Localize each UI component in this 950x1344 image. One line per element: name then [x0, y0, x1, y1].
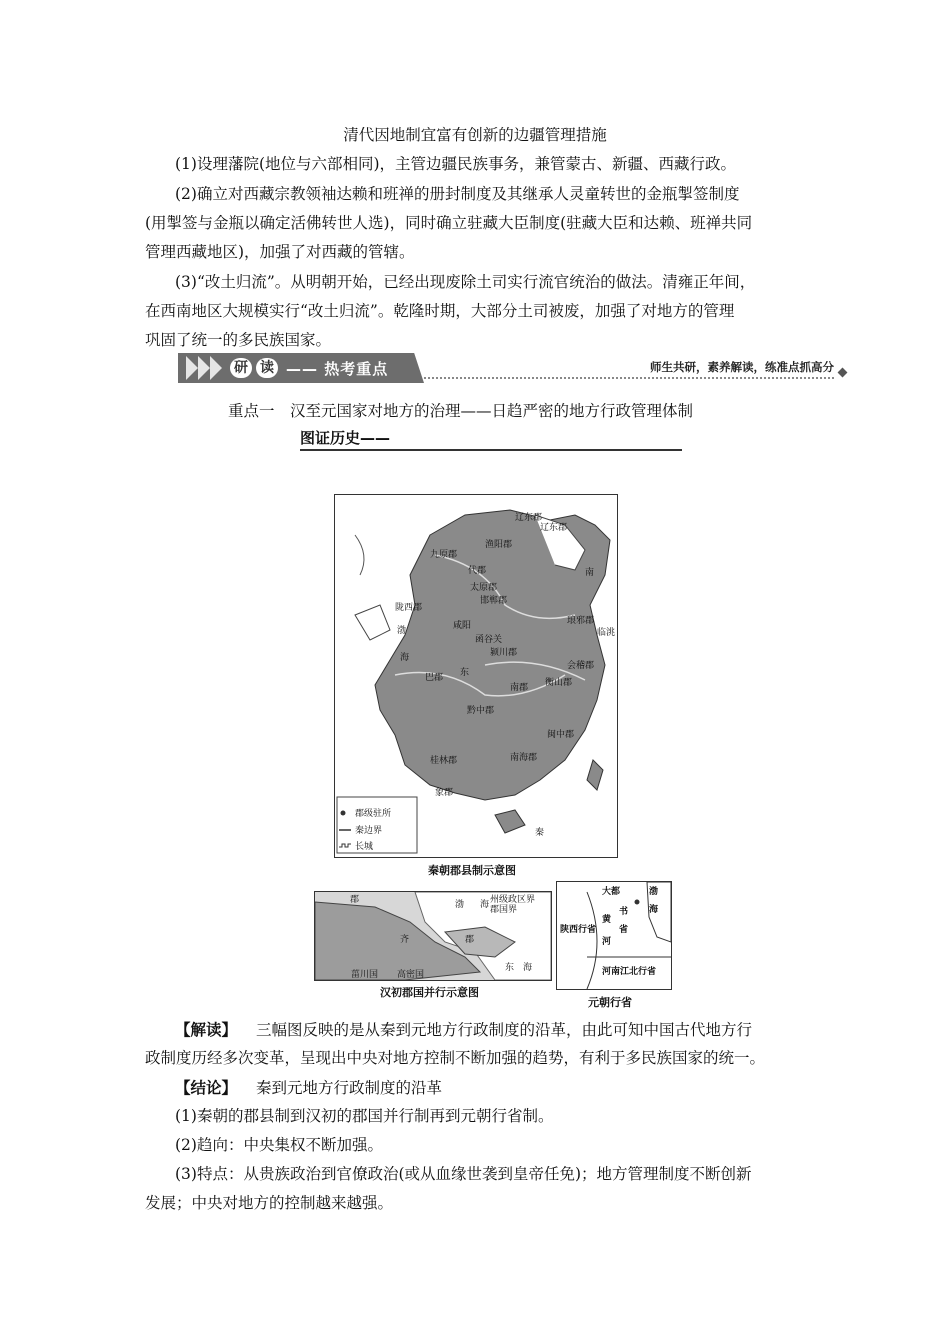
qin-legend-1: 郡级驻所	[355, 809, 392, 819]
reading-line-1: 三幅图反映的是从秦到元地方行政制度的沿革，由此可知中国古代地方行	[255, 1021, 752, 1039]
subheading	[300, 427, 682, 451]
qin-map-label: 太原郡	[470, 583, 498, 593]
yuan-map-label: 渤	[649, 887, 659, 897]
paragraph-2-line-3: 管理西藏地区)，加强了对西藏的管辖。	[145, 243, 415, 261]
reading-head: 【解读】	[175, 1020, 238, 1039]
qin-map-graphic	[335, 495, 617, 857]
qin-map	[334, 494, 618, 858]
qin-map-label: 南海郡	[510, 753, 538, 763]
paragraph-3-line-2: 在西南地区大规模实行“改土归流”。乾隆时期，大部分土司被废，加强了对地方的管理	[145, 302, 735, 320]
paragraph-2-line-2: (用掣签与金瓶以确定活佛转世人选)，同时确立驻藏大臣制度(驻藏大臣和达赖、班禅共同	[145, 214, 753, 232]
qin-map-label: 闽中郡	[547, 730, 575, 740]
qin-map-label: 会稽郡	[567, 661, 595, 671]
qin-map-label: 陇西郡	[395, 603, 423, 613]
han-map-label: 菑川国	[351, 970, 379, 980]
paragraph-2-line-1: (2)确立对西藏宗教领袖达赖和班禅的册封制度及其继承人灵童转世的金瓶掣签制度	[175, 185, 740, 203]
yuan-map	[556, 881, 672, 990]
qin-map-label: 南郡	[510, 683, 529, 693]
qin-map-label: 代郡	[468, 566, 487, 576]
chevron-icon	[198, 356, 210, 380]
chevron-icon	[186, 356, 198, 380]
qin-map-label: 象郡	[435, 788, 454, 798]
yuan-map-caption: 元朝行省	[588, 996, 632, 1009]
qin-map-label: 南	[585, 568, 595, 578]
han-map-label: 郡	[350, 895, 360, 905]
chevron-icon	[210, 356, 222, 380]
qin-map-label: 函谷关	[475, 635, 503, 645]
yuan-map-label: 陕西行省	[560, 925, 597, 935]
banner-badge-2: 读	[256, 358, 278, 378]
qin-map-label: 海	[400, 653, 410, 663]
han-legend-2: 郡国界	[490, 905, 518, 915]
banner-dotted-line	[424, 377, 834, 379]
conclusion-item-2: (2)趋向：中央集权不断加强。	[175, 1136, 383, 1154]
yuan-map-graphic	[557, 882, 671, 989]
conclusion-item-3-line-2: 发展；中央对地方的控制越来越强。	[145, 1194, 394, 1212]
han-map-label: 齐	[400, 935, 410, 945]
banner-slogan: 师生共研，素养解读，练准点抓高分	[650, 360, 834, 374]
han-map	[314, 891, 552, 981]
diamond-icon	[838, 368, 848, 378]
paragraph-1: (1)设理藩院(地位与六部相同)，主管边疆民族事务，兼管蒙古、新疆、西藏行政。	[175, 155, 737, 173]
yuan-map-label: 海	[649, 905, 659, 915]
reading-block	[175, 1015, 752, 1045]
qin-map-label: 邯郸郡	[480, 596, 508, 606]
qin-map-label: 临洮	[597, 628, 616, 638]
conclusion-item-1: (1)秦朝的郡县制到汉初的郡国并行制再到元朝行省制。	[175, 1107, 554, 1125]
section-title: 清代因地制宜富有创新的边疆管理措施	[343, 126, 607, 144]
qin-map-label: 辽东郡	[515, 513, 543, 523]
paragraph-3-line-1: (3)“改土归流”。从明朝开始，已经出现废除土司实行流官统治的做法。清雍正年间，	[175, 273, 756, 291]
qin-map-label: 琅邪郡	[567, 616, 595, 626]
han-map-label: 郡	[465, 935, 475, 945]
yuan-map-label: 省	[619, 925, 629, 935]
han-map-caption: 汉初郡国并行示意图	[380, 986, 479, 999]
qin-map-label: 九原郡	[430, 550, 458, 560]
yuan-map-label: 大都	[602, 887, 621, 897]
yuan-map-label: 黄	[602, 915, 612, 925]
yuan-map-label: 河南江北行省	[602, 967, 657, 977]
qin-map-label: 颍川郡	[490, 648, 518, 658]
banner-title: —— 热考重点	[286, 360, 389, 378]
yuan-map-label: 河	[602, 937, 612, 947]
qin-map-label: 桂林郡	[430, 756, 458, 766]
han-map-label: 海	[480, 900, 490, 910]
qin-legend-3: 长城	[355, 842, 374, 852]
subheading-text: 图证历史——	[300, 429, 391, 447]
han-legend-1: 州级政区界	[490, 895, 536, 905]
paragraph-3-line-3: 巩固了统一的多民族国家。	[145, 331, 332, 349]
reading-line-2: 政制度历经多次变革，呈现出中央对地方控制不断加强的趋势，有利于多民族国家的统一。	[145, 1049, 766, 1067]
qin-map-label: 巴郡	[425, 673, 444, 683]
qin-map-label: 黔中郡	[467, 706, 495, 716]
qin-map-label: 衡山郡	[545, 678, 573, 688]
qin-map-label: 辽东郡	[540, 523, 568, 533]
yuan-map-label: 书	[619, 907, 629, 917]
qin-legend-2: 秦边界	[355, 826, 383, 836]
qin-map-label: 渤	[397, 626, 407, 636]
qin-map-caption: 秦朝郡县制示意图	[428, 864, 516, 877]
conclusion-text: 秦到元地方行政制度的沿革	[255, 1079, 442, 1097]
qin-map-label: 秦	[535, 828, 545, 838]
han-map-label: 海	[523, 963, 533, 973]
key-point-heading: 重点一 汉至元国家对地方的治理——日趋严密的地方行政管理体制	[228, 402, 694, 420]
han-map-graphic	[315, 892, 551, 980]
conclusion-block	[175, 1073, 442, 1103]
han-map-label: 高密国	[397, 970, 425, 980]
section-banner	[178, 353, 846, 383]
qin-map-label: 渔阳郡	[485, 540, 513, 550]
banner-badge-1: 研	[230, 358, 252, 378]
conclusion-head: 【结论】	[175, 1078, 238, 1097]
conclusion-item-3-line-1: (3)特点：从贵族政治到官僚政治(或从血缘世袭到皇帝任免)；地方管理制度不断创新	[175, 1165, 752, 1183]
qin-map-label: 东	[460, 668, 470, 678]
han-map-label: 东	[505, 963, 515, 973]
qin-map-label: 咸阳	[453, 621, 472, 631]
han-map-label: 渤	[455, 900, 465, 910]
